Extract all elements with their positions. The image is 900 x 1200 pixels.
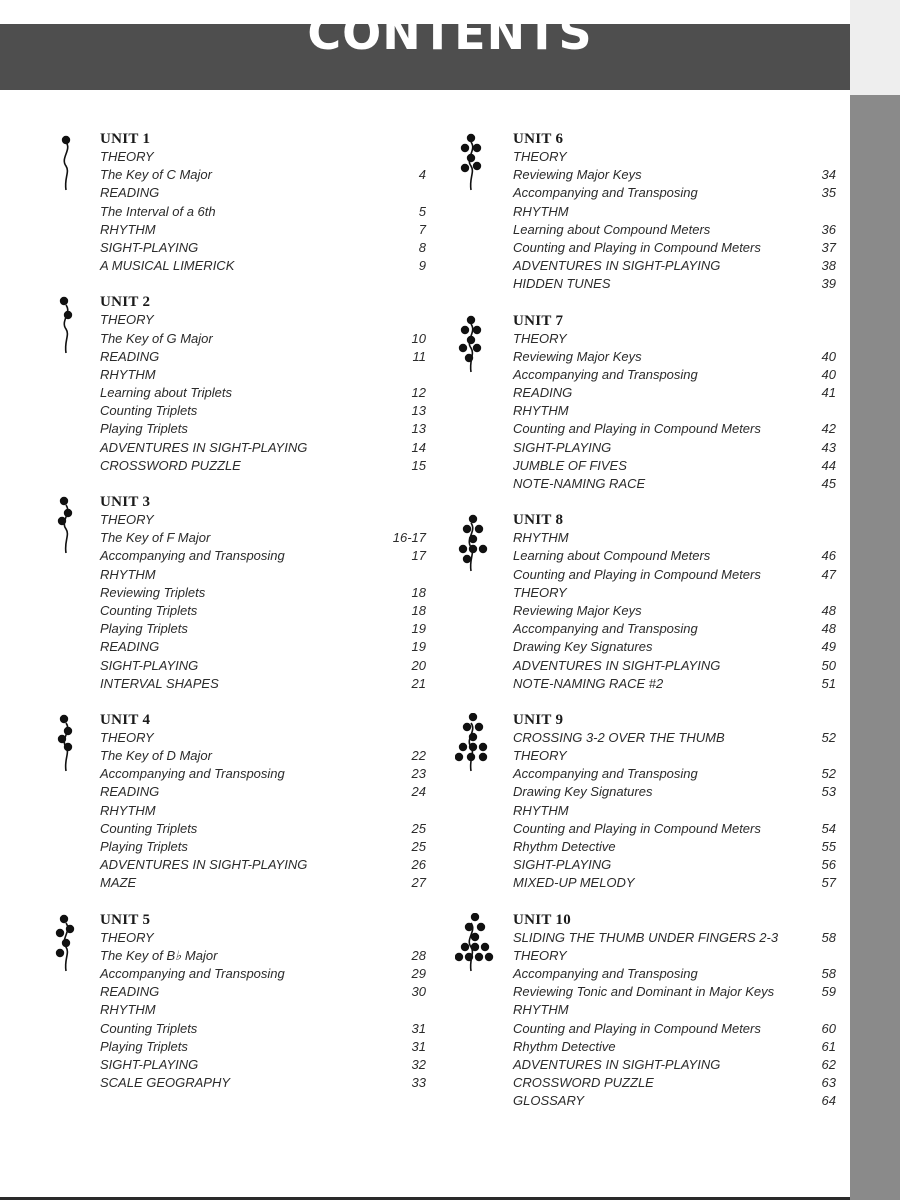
toc-entry-title: Counting Triplets	[100, 820, 198, 836]
toc-page-number: 13	[411, 403, 426, 419]
toc-page-number: 41	[821, 385, 836, 401]
toc-entry[interactable]	[100, 457, 430, 475]
unit-block	[455, 711, 840, 893]
toc-entry[interactable]	[513, 420, 840, 438]
toc-entry-title: THEORY	[513, 149, 567, 164]
toc-page-number: 9	[418, 258, 426, 274]
toc-page-number: 32	[411, 1056, 426, 1072]
toc-entry-title: The Key of D Major	[100, 748, 212, 764]
toc-entry[interactable]	[100, 620, 430, 638]
toc-entry-title: THEORY	[100, 149, 154, 164]
note-tree-icon	[455, 314, 495, 374]
toc-entry-title: SIGHT-PLAYING	[100, 1056, 199, 1072]
toc-entry[interactable]	[100, 783, 430, 801]
note-tree-icon	[455, 513, 495, 573]
toc-page-number: 18	[411, 584, 426, 600]
toc-page-number: 24	[411, 784, 426, 800]
note-tree-icon	[455, 132, 495, 192]
toc-entry-title: Playing Triplets	[100, 839, 188, 854]
toc-entry-title: THEORY	[513, 748, 567, 764]
toc-page-number: 51	[821, 675, 836, 691]
toc-entry-title: JUMBLE OF FIVES	[513, 457, 627, 473]
toc-entry-title: Reviewing Triplets	[100, 584, 206, 600]
toc-page-number: 35	[821, 185, 836, 201]
toc-page-number: 19	[411, 621, 426, 637]
toc-page-number: 56	[821, 857, 836, 873]
toc-page-number: 62	[821, 1056, 836, 1072]
toc-page-number: 18	[411, 602, 426, 618]
toc-entry[interactable]	[100, 983, 430, 1001]
toc-entry-title: THEORY	[513, 330, 567, 346]
note-tree-icon-wrap	[455, 132, 495, 197]
toc-entry[interactable]	[100, 311, 430, 329]
toc-page-number: 37	[821, 239, 836, 255]
note-tree-icon-wrap	[50, 295, 90, 360]
toc-page-number: 64	[821, 1093, 836, 1109]
toc-entry[interactable]	[513, 602, 840, 620]
toc-entry[interactable]	[100, 856, 430, 874]
toc-entry[interactable]	[513, 747, 840, 765]
toc-page-number: 60	[821, 1020, 836, 1036]
toc-entry[interactable]	[513, 402, 840, 420]
toc-page-number: 19	[411, 639, 426, 655]
toc-entry[interactable]	[513, 529, 840, 547]
toc-page-number: 40	[821, 348, 836, 364]
toc-entry[interactable]	[100, 765, 430, 783]
toc-entry-title: RHYTHM	[100, 566, 156, 582]
note-tree-icon	[50, 913, 90, 973]
unit-block	[455, 312, 840, 494]
toc-entry[interactable]	[100, 366, 430, 384]
toc-entry[interactable]	[100, 239, 430, 257]
toc-entry[interactable]	[513, 874, 840, 892]
toc-entry[interactable]	[100, 929, 430, 947]
toc-entry-title: Playing Triplets	[100, 421, 188, 437]
toc-page-number: 59	[821, 984, 836, 1000]
toc-page-number: 13	[411, 421, 426, 437]
toc-entry[interactable]	[513, 783, 840, 801]
unit-block	[50, 711, 430, 893]
toc-page-number: 38	[821, 258, 836, 274]
toc-page-number: 31	[411, 1038, 426, 1054]
toc-entry-title: NOTE-NAMING RACE #2	[513, 675, 664, 691]
toc-entry[interactable]	[513, 330, 840, 348]
toc-entry-title: Playing Triplets	[100, 1038, 188, 1054]
toc-entry[interactable]	[513, 239, 840, 257]
note-tree-icon	[50, 495, 90, 555]
toc-entry-title: Learning about Compound Meters	[513, 221, 711, 237]
note-tree-icon-wrap	[50, 132, 90, 197]
toc-entry-title: RHYTHM	[513, 802, 569, 818]
toc-entry[interactable]	[100, 148, 430, 166]
toc-entry[interactable]	[513, 475, 840, 493]
unit-block	[50, 911, 430, 1093]
toc-entry-title: ADVENTURES IN SIGHT-PLAYING	[100, 439, 308, 455]
toc-entry[interactable]	[513, 802, 840, 820]
toc-entry-title: RHYTHM	[100, 221, 156, 237]
toc-entry[interactable]	[100, 203, 430, 221]
note-tree-icon-wrap	[50, 713, 90, 778]
unit-title: UNIT 3	[100, 494, 151, 510]
toc-entry-title: Reviewing Major Keys	[513, 167, 642, 183]
toc-entry[interactable]	[100, 420, 430, 438]
toc-entry[interactable]	[513, 1092, 840, 1110]
toc-entry[interactable]	[513, 166, 840, 184]
toc-entry[interactable]	[513, 148, 840, 166]
toc-entry[interactable]	[100, 221, 430, 239]
toc-entry[interactable]	[100, 529, 430, 547]
toc-page-number: 26	[411, 857, 426, 873]
toc-entry[interactable]	[513, 675, 840, 693]
toc-entry-title: SIGHT-PLAYING	[513, 439, 612, 455]
toc-entry-title: RHYTHM	[100, 802, 156, 818]
toc-entry-title: THEORY	[513, 947, 567, 963]
unit-block	[50, 130, 430, 275]
toc-entry-title: ADVENTURES IN SIGHT-PLAYING	[513, 657, 721, 673]
toc-page-number: 14	[411, 439, 426, 455]
toc-entry[interactable]	[513, 965, 840, 983]
toc-entry-title: READING	[100, 639, 160, 655]
toc-page-number: 55	[821, 839, 836, 854]
toc-entry-title: The Key of B♭ Major	[100, 947, 218, 963]
toc-entry-title: THEORY	[100, 312, 154, 328]
toc-entry[interactable]	[513, 838, 840, 856]
toc-page-number: 8	[418, 239, 426, 255]
toc-entry[interactable]	[100, 747, 430, 765]
toc-entry-title: MIXED-UP MELODY	[513, 875, 635, 891]
toc-entry[interactable]	[513, 366, 840, 384]
toc-page-number: 21	[411, 675, 426, 691]
toc-entry-title: Accompanying and Transposing	[513, 965, 698, 981]
toc-page-number: 23	[411, 766, 426, 782]
toc-entry[interactable]	[513, 203, 840, 221]
unit-block	[455, 130, 840, 294]
toc-entry[interactable]	[513, 221, 840, 239]
unit-block	[50, 493, 430, 693]
toc-entry[interactable]	[100, 820, 430, 838]
toc-entry[interactable]	[513, 257, 840, 275]
toc-page-number: 15	[411, 457, 426, 473]
toc-entry[interactable]	[100, 330, 430, 348]
toc-entry-title: Counting and Playing in Compound Meters	[513, 239, 761, 255]
toc-entry[interactable]	[100, 1056, 430, 1074]
toc-page-number: 57	[821, 875, 836, 891]
toc-entry-title: SLIDING THE THUMB UNDER FINGERS 2-3	[513, 929, 779, 945]
toc-page-number: 22	[411, 748, 426, 764]
toc-page-number: 53	[821, 784, 836, 800]
toc-page-number: 34	[821, 167, 836, 183]
toc-page-number: 63	[821, 1075, 836, 1091]
toc-entry-title: SIGHT-PLAYING	[100, 239, 199, 255]
toc-entry-title: Playing Triplets	[100, 621, 188, 637]
toc-page-number: 48	[821, 602, 836, 618]
toc-entry[interactable]	[100, 675, 430, 693]
note-tree-icon	[455, 913, 495, 973]
toc-page-number: 50	[821, 657, 836, 673]
toc-entry[interactable]	[100, 638, 430, 656]
toc-entry[interactable]	[513, 657, 840, 675]
toc-entry-title: Learning about Triplets	[100, 385, 233, 401]
right-column	[455, 130, 840, 1128]
toc-entry-title: Counting and Playing in Compound Meters	[513, 566, 761, 582]
toc-entry-title: A MUSICAL LIMERICK	[100, 258, 235, 274]
toc-entry-title: RHYTHM	[513, 203, 569, 219]
unit-block	[455, 911, 840, 1111]
note-tree-icon	[455, 713, 495, 773]
toc-entry[interactable]	[513, 384, 840, 402]
unit-block	[50, 293, 430, 475]
note-tree-icon	[50, 295, 90, 355]
toc-entry[interactable]	[100, 874, 430, 892]
unit-block	[455, 511, 840, 693]
toc-page-number: 10	[411, 330, 426, 346]
toc-entry[interactable]	[513, 765, 840, 783]
toc-page-number: 43	[821, 439, 836, 455]
toc-entry[interactable]	[513, 1001, 840, 1019]
toc-entry[interactable]	[100, 511, 430, 529]
toc-page-number: 7	[418, 221, 426, 237]
toc-entry[interactable]	[513, 1020, 840, 1038]
toc-entry[interactable]	[100, 348, 430, 366]
toc-entry-title: Counting and Playing in Compound Meters	[513, 820, 761, 836]
toc-page-number: 28	[411, 947, 426, 963]
toc-page-number: 25	[411, 820, 426, 836]
toc-entry-title: Learning about Compound Meters	[513, 548, 711, 564]
unit-title: UNIT 5	[100, 911, 151, 928]
toc-entry-title: NOTE-NAMING RACE	[513, 476, 646, 491]
toc-page-number: 12	[411, 385, 426, 401]
toc-entry[interactable]	[513, 184, 840, 202]
toc-entry-title: THEORY	[100, 929, 154, 945]
toc-entry[interactable]	[513, 1074, 840, 1092]
toc-entry-title: THEORY	[100, 512, 154, 527]
toc-entry[interactable]	[513, 820, 840, 838]
toc-entry-title: ADVENTURES IN SIGHT-PLAYING	[513, 1056, 721, 1072]
toc-page-number: 11	[412, 348, 426, 364]
toc-entry[interactable]	[100, 1038, 430, 1056]
toc-page-number: 25	[411, 839, 426, 854]
toc-entry-title: Reviewing Major Keys	[513, 602, 642, 618]
toc-entry-title: RHYTHM	[100, 366, 156, 382]
toc-entry-title: Accompanying and Transposing	[513, 185, 698, 201]
toc-entry[interactable]	[513, 275, 840, 293]
toc-entry-title: The Key of F Major	[100, 530, 211, 546]
toc-entry[interactable]	[513, 929, 840, 947]
toc-entry-title: MAZE	[100, 875, 137, 891]
note-tree-icon	[50, 713, 90, 773]
toc-entry[interactable]	[100, 657, 430, 675]
toc-entry-title: SIGHT-PLAYING	[100, 657, 199, 673]
unit-title: UNIT 9	[513, 711, 564, 728]
toc-entry[interactable]	[100, 402, 430, 420]
toc-entry[interactable]	[100, 838, 430, 856]
toc-entry[interactable]	[100, 257, 430, 275]
toc-entry[interactable]	[100, 566, 430, 584]
toc-page-number: 33	[411, 1075, 426, 1091]
note-tree-icon-wrap	[455, 713, 495, 778]
toc-page-number: 20	[411, 657, 426, 673]
toc-entry-title: RHYTHM	[513, 1002, 569, 1018]
toc-entry[interactable]	[100, 166, 430, 184]
toc-entry-title: GLOSSARY	[513, 1093, 585, 1109]
toc-page-number: 29	[411, 965, 426, 981]
toc-page-number: 45	[821, 476, 836, 491]
toc-entry-title: READING	[100, 984, 160, 1000]
toc-entry-title: SIGHT-PLAYING	[513, 857, 612, 873]
toc-entry[interactable]	[513, 584, 840, 602]
toc-entry-title: READING	[100, 185, 160, 201]
unit-title: UNIT 8	[513, 512, 564, 529]
toc-entry-title: Accompanying and Transposing	[100, 766, 285, 782]
toc-entry-title: READING	[100, 348, 160, 364]
toc-entry[interactable]	[100, 947, 430, 965]
toc-entry-title: Accompanying and Transposing	[100, 548, 285, 564]
note-tree-icon-wrap	[455, 913, 495, 978]
toc-entry-title: THEORY	[100, 729, 154, 745]
toc-entry-title: CROSSWORD PUZZLE	[513, 1075, 654, 1091]
unit-title: UNIT 4	[100, 711, 151, 728]
toc-page-number: 17	[411, 548, 426, 564]
note-tree-icon-wrap	[50, 495, 90, 560]
toc-page-number: 42	[821, 421, 836, 437]
toc-page-number: 5	[418, 203, 426, 219]
toc-entry[interactable]	[100, 584, 430, 602]
toc-entry[interactable]	[100, 1001, 430, 1019]
toc-entry[interactable]	[100, 547, 430, 565]
toc-page-number: 61	[821, 1038, 836, 1054]
toc-page-number: 52	[821, 729, 836, 745]
toc-entry[interactable]	[513, 856, 840, 874]
unit-title: UNIT 6	[513, 131, 564, 147]
toc-entry-title: Reviewing Tonic and Dominant in Major Keys	[513, 984, 775, 1000]
left-column	[50, 130, 430, 1110]
toc-entry-title: INTERVAL SHAPES	[100, 675, 219, 691]
toc-entry-title: Counting Triplets	[100, 403, 198, 419]
toc-entry[interactable]	[513, 348, 840, 366]
toc-entry-title: ADVENTURES IN SIGHT-PLAYING	[100, 857, 308, 873]
toc-entry[interactable]	[513, 729, 840, 747]
toc-page-number: 36	[821, 221, 836, 237]
toc-entry[interactable]	[513, 947, 840, 965]
toc-entry-title: Counting Triplets	[100, 602, 198, 618]
toc-entry-title: READING	[100, 784, 160, 800]
note-tree-icon-wrap	[455, 314, 495, 379]
toc-entry-title: Rhythm Detective	[513, 1038, 616, 1054]
note-tree-icon-wrap	[50, 913, 90, 978]
toc-page-number: 4	[418, 167, 426, 183]
toc-page-number: 27	[411, 875, 426, 891]
toc-entry-title: SCALE GEOGRAPHY	[100, 1075, 231, 1091]
side-tab-strip	[850, 0, 900, 1200]
toc-entry-title: Accompanying and Transposing	[513, 621, 698, 637]
toc-entry-title: The Key of G Major	[100, 330, 213, 346]
toc-entry[interactable]	[100, 439, 430, 457]
note-tree-icon	[50, 132, 90, 192]
toc-entry-title: CROSSWORD PUZZLE	[100, 457, 241, 473]
toc-entry-title: Reviewing Major Keys	[513, 348, 642, 364]
toc-entry-title: RHYTHM	[100, 1002, 156, 1018]
toc-entry[interactable]	[100, 1020, 430, 1038]
toc-entry-title: The Key of C Major	[100, 167, 212, 183]
unit-title: UNIT 1	[100, 131, 151, 147]
toc-entry[interactable]	[513, 1038, 840, 1056]
unit-title: UNIT 2	[100, 294, 151, 311]
toc-entry[interactable]	[100, 965, 430, 983]
toc-entry-title: Counting Triplets	[100, 1020, 198, 1036]
toc-entry-title: Accompanying and Transposing	[100, 965, 285, 981]
toc-page-number: 52	[821, 766, 836, 782]
toc-entry[interactable]	[100, 602, 430, 620]
toc-entry-title: READING	[513, 385, 573, 401]
toc-entry[interactable]	[513, 1056, 840, 1074]
toc-page-number: 16-17	[392, 530, 426, 546]
toc-entry-title: HIDDEN TUNES	[513, 276, 611, 292]
toc-page-number: 47	[821, 566, 836, 582]
unit-title: UNIT 7	[513, 312, 564, 329]
toc-page-number: 54	[821, 820, 836, 836]
toc-page-number: 31	[411, 1020, 426, 1036]
toc-entry[interactable]	[100, 729, 430, 747]
toc-entry-title: The Interval of a 6th	[100, 203, 216, 219]
toc-entry-title: Drawing Key Signatures	[513, 784, 653, 800]
toc-page-number: 30	[411, 984, 426, 1000]
toc-page-number: 58	[821, 929, 836, 945]
toc-page-number: 44	[821, 457, 836, 473]
note-tree-icon-wrap	[455, 513, 495, 578]
toc-entry-title: RHYTHM	[513, 403, 569, 419]
toc-entry-title: Drawing Key Signatures	[513, 639, 653, 655]
toc-entry[interactable]	[513, 457, 840, 475]
toc-entry[interactable]	[513, 439, 840, 457]
toc-entry[interactable]	[513, 566, 840, 584]
toc-page-number: 58	[821, 965, 836, 981]
toc-entry[interactable]	[513, 547, 840, 565]
toc-entry-title: THEORY	[513, 584, 567, 600]
toc-entry[interactable]	[513, 620, 840, 638]
unit-title: UNIT 10	[513, 911, 572, 928]
toc-entry-title: Accompanying and Transposing	[513, 366, 698, 382]
toc-entry-title: Accompanying and Transposing	[513, 766, 698, 782]
toc-entry-title: Counting and Playing in Compound Meters	[513, 421, 761, 437]
toc-entry[interactable]	[100, 1074, 430, 1092]
toc-entry[interactable]	[513, 638, 840, 656]
toc-entry-title: CROSSING 3-2 OVER THE THUMB	[513, 729, 725, 745]
toc-page-number: 40	[821, 366, 836, 382]
toc-entry-title: Counting and Playing in Compound Meters	[513, 1020, 761, 1036]
toc-page-number: 46	[821, 548, 836, 564]
toc-entry-title: ADVENTURES IN SIGHT-PLAYING	[513, 258, 721, 274]
toc-entry-title: Rhythm Detective	[513, 839, 616, 854]
toc-page-number: 39	[821, 276, 836, 292]
page-title: CONTENTS	[307, 6, 593, 60]
toc-entry[interactable]	[100, 384, 430, 402]
toc-entry[interactable]	[100, 184, 430, 202]
toc-page-number: 48	[821, 621, 836, 637]
toc-page-number: 49	[821, 639, 836, 655]
toc-entry-title: RHYTHM	[513, 530, 569, 546]
toc-entry[interactable]	[100, 802, 430, 820]
toc-entry[interactable]	[513, 983, 840, 1001]
